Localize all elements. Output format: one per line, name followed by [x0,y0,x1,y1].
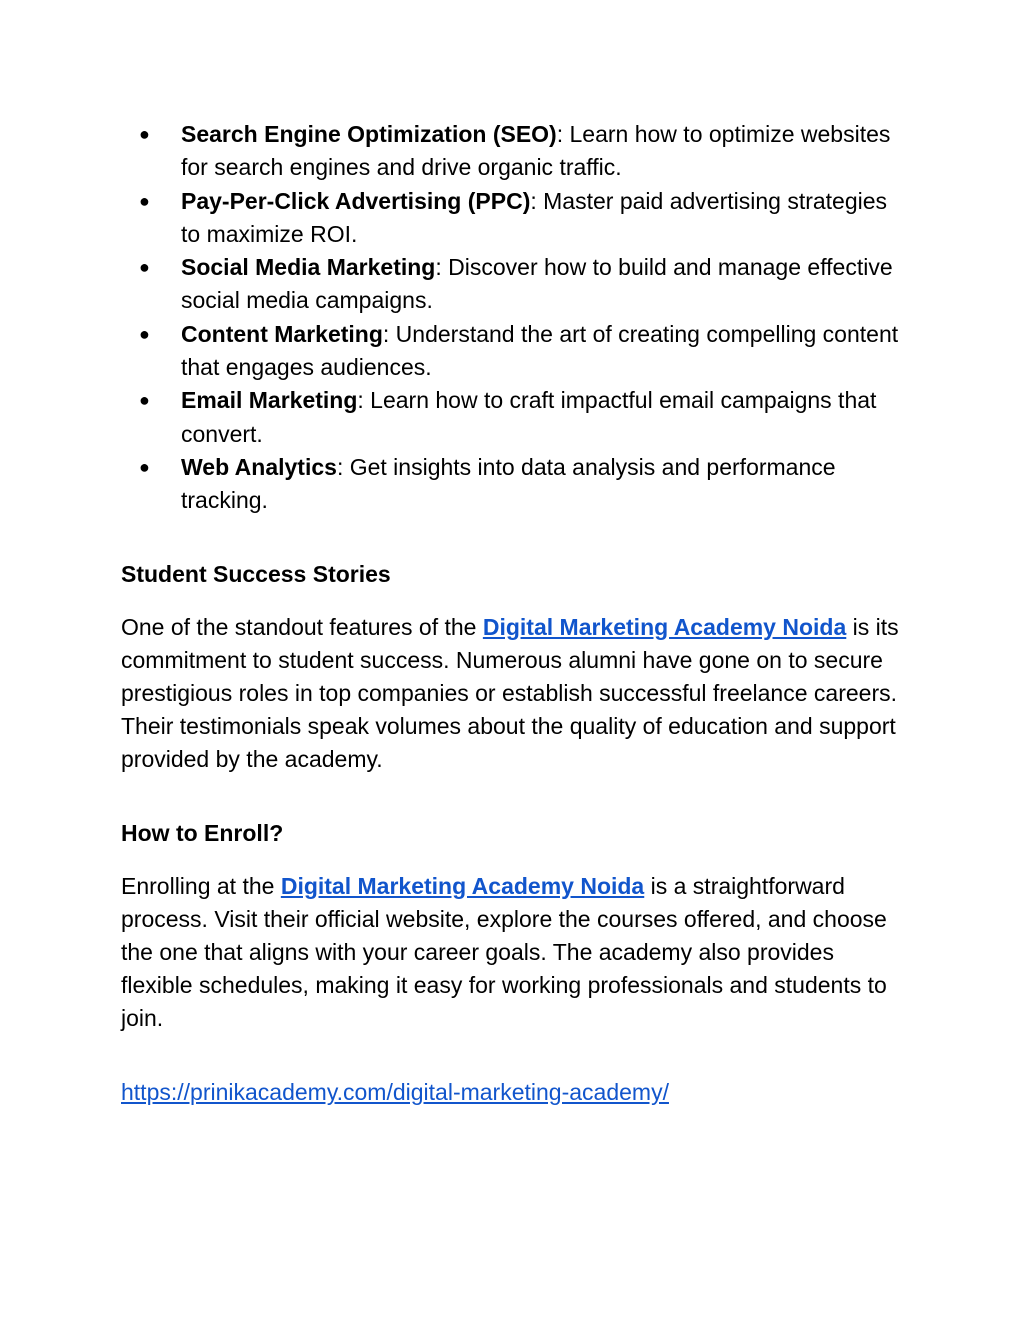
paragraph-text: One of the standout features of the [121,613,483,640]
list-item-text: : Discover how to build and manage effective social media campaigns. [181,254,893,314]
bullet-icon: ● [139,390,150,411]
document-body [121,118,911,1036]
list-item [121,118,911,185]
bullet-icon: ● [139,190,150,211]
list-item [121,318,911,385]
list-item-title: Email Marketing [181,387,358,414]
enroll-paragraph [121,870,911,1036]
list-item-title: Pay-Per-Click Advertising (PPC) [181,187,531,214]
list-item-text: : Learn how to optimize websites for search engines and drive organic traffic. [181,121,891,181]
paragraph-text: is its commitment to student success. Numerous alumni have gone on to secure prestigious roles in top companies or establish successful freelance careers. Their testimonials speak volumes about the quality of education and support provided by the academy. [121,613,899,773]
list-item-text: : Master paid advertising strategies to maximize ROI. [181,187,888,247]
paragraph-text: Enrolling at the [121,872,281,899]
bullet-icon: ● [139,456,150,477]
list-item [121,384,911,451]
list-item-text: : Understand the art of creating compelling content that engages audiences. [181,320,899,381]
list-item-title: Social Media Marketing [181,254,436,281]
enroll-heading: How to Enroll? [121,819,284,846]
list-item-title: Search Engine Optimization (SEO) [181,121,557,147]
bullet-icon: ● [139,124,150,144]
academy-link[interactable]: Digital Marketing Academy Noida [280,872,645,899]
success-stories-heading: Student Success Stories [121,560,391,587]
success-stories-paragraph [121,611,911,777]
paragraph-text: is a straightforward process. Visit their official website, explore the courses offered, and choose the one that aligns with your career goals. The academy also provides flexible schedules, making it easy for working professionals and students to join. [121,872,887,1032]
website-url-link[interactable]: https://prinikacademy.com/digital-marketing-academy/ [121,1079,669,1105]
list-item [121,251,911,318]
list-item [121,185,911,252]
list-item-text: : Learn how to craft impactful email campaigns that convert. [181,387,877,447]
academy-link[interactable]: Digital Marketing Academy Noida [482,613,847,640]
bullet-icon: ● [139,257,150,278]
list-item-text: : Get insights into data analysis and performance tracking. [181,453,836,514]
list-item [121,451,911,518]
course-list [121,118,911,518]
bullet-icon: ● [139,323,150,344]
list-item-title: Web Analytics [181,453,337,480]
list-item-title: Content Marketing [181,320,383,347]
